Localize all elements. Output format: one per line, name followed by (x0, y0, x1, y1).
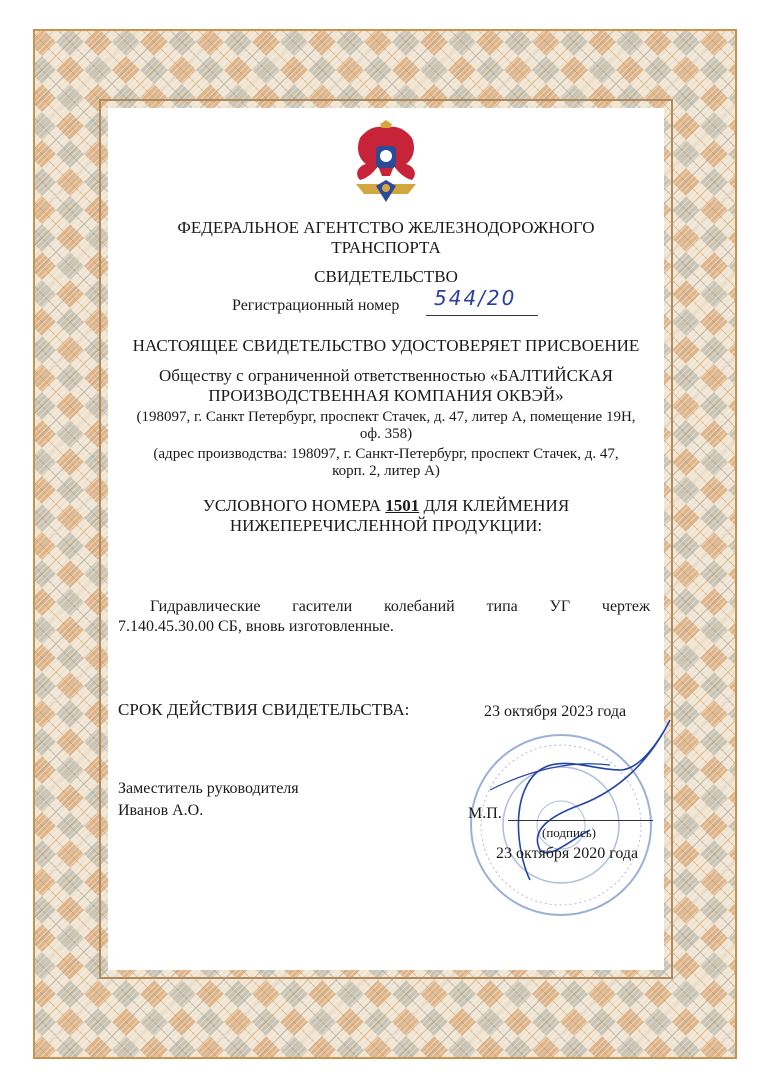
conditional-number: 1501 (385, 496, 420, 515)
registration-label: Регистрационный номер (232, 297, 400, 314)
conditional-number-line1 (108, 496, 664, 516)
validity-label: СРОК ДЕЙСТВИЯ СВИДЕТЕЛЬСТВА: (118, 700, 410, 719)
signatory-position: Заместитель руководителя (118, 780, 299, 797)
certifies-statement: НАСТОЯЩЕЕ СВИДЕТЕЛЬСТВО УДОСТОВЕРЯЕТ ПРИСВОЕНИЕ (132, 336, 640, 355)
registration-number-field (426, 286, 538, 316)
registration-number-value: 544/20 (434, 286, 517, 310)
conditional-suffix: ДЛЯ КЛЕЙМЕНИЯ (423, 496, 570, 515)
signatory-name: Иванов А.О. (118, 802, 204, 819)
issue-date: 23 октября 2020 года (496, 845, 639, 862)
legal-address-line2: оф. 358) (359, 426, 413, 442)
agency-name-line1: ФЕДЕРАЛЬНОЕ АГЕНТСТВО ЖЕЛЕЗНОДОРОЖНОГО (177, 218, 595, 237)
company-name-line2: ПРОИЗВОДСТВЕННАЯ КОМПАНИЯ ОКВЭЙ» (208, 386, 564, 405)
conditional-prefix: УСЛОВНОГО НОМЕРА (202, 496, 382, 515)
company-name-line1: Обществу с ограниченной ответственностью «БАЛТИЙСКАЯ (159, 366, 613, 385)
signature-line (508, 820, 653, 821)
legal-address-line1: (198097, г. Санкт Петербург, проспект Стачек, д. 47, литер А, помещение 19Н, (136, 409, 636, 425)
production-address-line2: корп. 2, литер А) (332, 463, 440, 479)
production-address-line1: (адрес производства: 198097, г. Санкт-Петербург, проспект Стачек, д. 47, (153, 446, 619, 462)
agency-name-line2: ТРАНСПОРТА (331, 238, 441, 257)
validity-date: 23 октября 2023 года (484, 703, 627, 720)
signature-caption: (подпись) (542, 825, 596, 840)
double-headed-eagle-emblem (346, 120, 426, 204)
seal-place-label: М.П. (468, 805, 502, 822)
conditional-number-line2: НИЖЕПЕРЕЧИСЛЕННОЙ ПРОДУКЦИИ: (229, 516, 543, 535)
document-title: СВИДЕТЕЛЬСТВО (314, 267, 458, 286)
product-line1: Гидравлические гасители колебаний типа УГ чертеж (150, 598, 650, 615)
product-line2: 7.140.45.30.00 СБ, вновь изготовленные. (118, 618, 394, 635)
